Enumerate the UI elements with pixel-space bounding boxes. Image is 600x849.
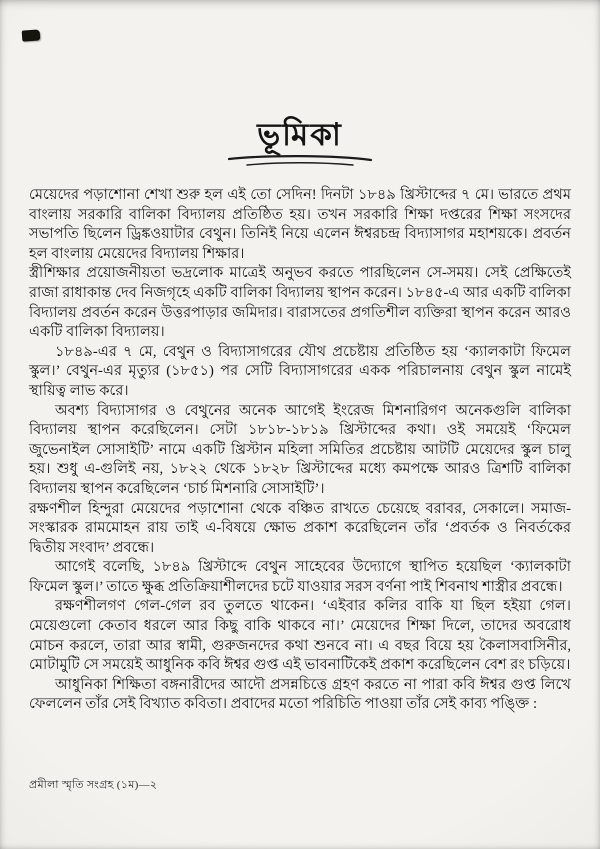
scan-artifact-mark: [22, 29, 41, 41]
paragraph-3: ১৮৪৯-এর ৭ মে, বেথুন ও বিদ্যাসাগরের যৌথ প্রচেষ্টায় প্রতিষ্ঠিত হয় ‘ক্যালকাটা ফিমেল স্কুল।’ বেথুন-এর মৃত্যুর (১৮৫১) পর সেটি বিদ্যাসাগরের একক পরিচালনায় বেথুন স্কুল নামেই স্থায়িত্ব লাভ করে।: [29, 343, 571, 399]
paragraph-4: অবশ্য বিদ্যাসাগর ও বেথুনের অনেক আগেই ইংরেজ মিশনারিগণ অনেকগুলি বালিকা বিদ্যালয় স্থাপন করেছিলেন। সেটা ১৮১৮-১৮১৯ খ্রিস্টাব্দের কথা। ওই সময়েই ‘ফিমেল জুভেনাইল সোসাইটি’ নামে একটি খ্রিস্টান মহিলা সমিতির প্রচেষ্টায় আটটি মেয়েদের স্কুল চালু হয়। শুধু এ-গুলিই নয়, ১৮২২ থেকে ১৮২৮ খ্রিস্টাব্দের মধ্যে কমপক্ষে আরও ত্রিশটি বালিকা বিদ্যালয় স্থাপন করেছিলেন ‘চার্চ মিশনারি সোসাইটি’।: [29, 402, 571, 497]
paragraph-7: রক্ষণশীলগণ গেল-গেল রব তুলতে থাকেন। ‘এইবার কলির বাকি যা ছিল হইয়া গেল। মেয়েগুলো কেতাব ধরলে আর কিছু বাকি থাকবে না।’ মেয়েদের শিক্ষা দিলে, তাদের অবরোধ মোচন করলে, তারা আর স্বামী, গুরুজনদের কথা শুনবে না। এ বছর বিয়ে হয় কৈলাসবাসিনীর, মোটামুটি সে সময়েই আধুনিক কবি ঈশ্বর গুপ্ত এই ভাবনাটিকেই প্রকাশ করেছিলেন বেশ রং চড়িয়ে।: [29, 598, 571, 674]
paragraph-2: স্ত্রীশিক্ষার প্রয়োজনীয়তা ভদ্রলোক মাত্রেই অনুভব করতে পারছিলেন সে-সময়। সেই প্রেক্ষিতেই রাজা রাধাকান্ত দেব নিজগৃহে একটি বালিকা বিদ্যালয় স্থাপন করেন। ১৮৪৫-এ আর একটি বালিকা বিদ্যালয় প্রবর্তন করেন উত্তরপাড়ার জমিদার। বারাসতের প্রগতিশীল ব্যক্তিরা স্থাপন করেন আরও একটি বালিকা বিদ্যালয়।: [29, 265, 571, 341]
title-underline-flourish: [225, 154, 375, 168]
paragraph-1: মেয়েদের পড়াশোনা শেখা শুরু হল এই তো সেদিন! দিনটা ১৮৪৯ খ্রিস্টাব্দের ৭ মে। ভারতে প্রথম বাংলায় সরকারি বালিকা বিদ্যালয় প্রতিষ্ঠিত হয়। তখন সরকারি শিক্ষা দপ্তরের শিক্ষা সংসদের সভাপতি ছিলেন ড্রিঙ্কওয়াটার বেথুন। তিনিই নিয়ে এলেন ঈশ্বরচন্দ্র বিদ্যাসাগর মহাশয়কে। প্রবর্তন হল বাংলায় মেয়েদের বিদ্যালয় শিক্ষার।: [29, 187, 571, 262]
paragraph-8: আধুনিকা শিক্ষিতা বঙ্গনারীদের আদৌ প্রসন্নচিত্তে গ্রহণ করতে না পারা কবি ঈশ্বর গুপ্ত লিখে ফেললেন তাঁর সেই বিখ্যাত কবিতা। প্রবাদের মতো পরিচিতি পাওয়া তাঁর সেই কাব্য পঙ্ক্তি :: [29, 676, 571, 713]
title-block: [0, 118, 600, 168]
paragraph-6: আগেই বলেছি, ১৮৪৯ খ্রিস্টাব্দে বেথুন সাহেবের উদ্যোগে স্থাপিত হয়েছিল ‘ক্যালকাটা ফিমেল স্কুল।’ তাতে ক্ষুব্ধ প্রতিক্রিয়াশীলদের চটে যাওয়ার সরস বর্ণনা পাই শিবনাথ শাস্ত্রীর প্রবন্ধে।: [29, 559, 571, 595]
body-text: [29, 186, 571, 715]
page-title: ভূমিকা: [257, 117, 343, 152]
paragraph-5: রক্ষণশীল হিন্দুরা মেয়েদের পড়াশোনা থেকে বঞ্চিত রাখতে চেয়েছে বরাবর, সেকালে। সমাজ-সংস্কারক রামমোহন রায় তাই এ-বিষয়ে ক্ষোভ প্রকাশ করেছিলেন তাঁর ‘প্রবর্তক ও নিবর্তকের দ্বিতীয় সংবাদ’ প্রবন্ধে।: [29, 500, 571, 556]
footer-note: প্রমীলা স্মৃতি সংগ্রহ (১ম)—২: [29, 779, 158, 791]
